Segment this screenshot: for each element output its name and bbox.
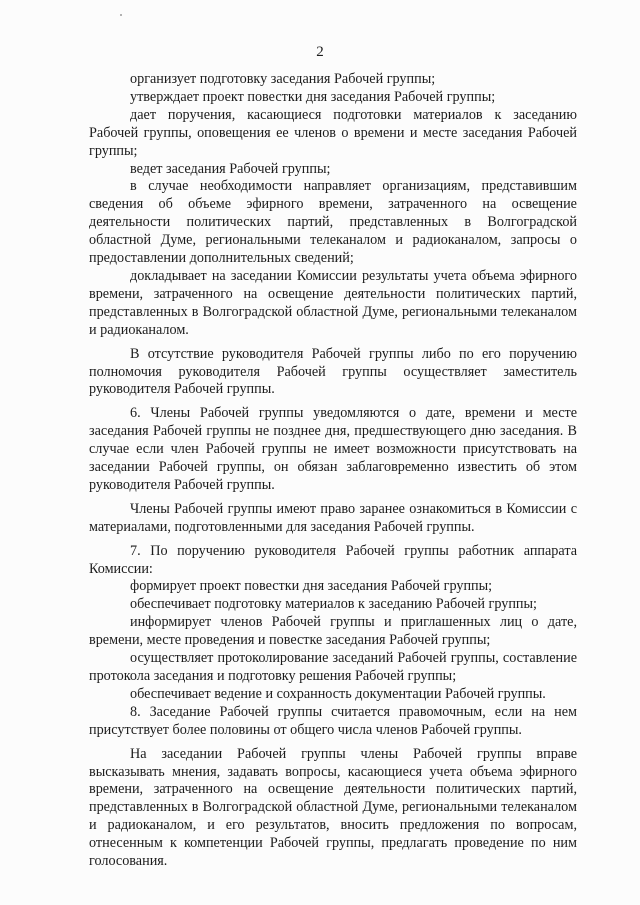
paragraph-item-7-staff: 7. По поручению руководителя Рабочей группы работник аппарата Комиссии: — [89, 542, 577, 577]
paragraph-sends-requests: в случае необходимости направляет организациям, представившим сведения об объеме эфирного времени, затраченного на освещение деятельности политических партий, представленных в Волгоградской областной Думе, региональными телеканалом и радиоканалом, запросы о предоставлении дополнительных сведений; — [89, 178, 577, 267]
scan-speck — [120, 14, 122, 16]
paragraph-reports-results: докладывает на заседании Комиссии результаты учета объема эфирного времени, затраченного на освещение деятельности политических партий, представленных в Волгоградской областной Думе, региональными телеканалом и радиоканалом. — [89, 267, 577, 338]
paragraph-maintains-documentation: обеспечивает ведение и сохранность документации Рабочей группы. — [130, 685, 546, 702]
document-body — [89, 71, 577, 871]
paragraph-prepares-materials: обеспечивает подготовку материалов к заседанию Рабочей группы; — [130, 596, 537, 613]
page-number: 2 — [316, 44, 324, 60]
paragraph-item-6-notification: 6. Члены Рабочей группы уведомляются о дате, времени и месте заседания Рабочей группы не позднее дня, предшествующего дню заседания. В случае если член Рабочей группы не имеет возможности присутствовать на заседании Рабочей группы, он обязан заблаговременно известить об этом руководителя Рабочей группы. — [89, 405, 577, 493]
paragraph-keeps-minutes: осуществляет протоколирование заседаний Рабочей группы, составление протокола заседания и подготовку решения Рабочей группы; — [89, 650, 577, 684]
paragraph-organizes-preparation: организует подготовку заседания Рабочей группы; — [130, 71, 436, 87]
paragraph-item-8-quorum: 8. Заседание Рабочей группы считается правомочным, если на нем присутствует более половины от общего числа членов Рабочей группы. — [89, 703, 577, 738]
paragraph-members-rights: На заседании Рабочей группы члены Рабочей группы вправе высказывать мнения, задавать вопросы, касающиеся учета объема эфирного времени, затраченного на освещение деятельности политических партий, представленных в Волгоградской областной Думе, региональными телеканалом и радиоканалом, и его результатов, вносить предложения по вопросам, отнесенным к компетенции Рабочей группы, предлагать проведение по ним голосования. — [89, 745, 577, 870]
paragraph-conducts-meetings: ведет заседания Рабочей группы; — [130, 160, 331, 177]
paragraph-members-review-materials: Члены Рабочей группы имеют право заранее ознакомиться в Комиссии с материалами, подготовленными для заседания Рабочей группы. — [89, 500, 577, 535]
paragraph-gives-instructions: дает поручения, касающиеся подготовки материалов к заседанию Рабочей группы, оповещения ее членов о времени и месте заседания Рабочей группы; — [89, 106, 577, 159]
paragraph-approves-agenda: утверждает проект повестки дня заседания Рабочей группы; — [130, 88, 496, 105]
paragraph-informs-members: информирует членов Рабочей группы и приглашенных лиц о дате, времени, месте проведения и повестке заседания Рабочей группы; — [89, 614, 577, 649]
paragraph-forms-agenda: формирует проект повестки дня заседания Рабочей группы; — [130, 578, 493, 595]
paragraph-deputy-authority: В отсутствие руководителя Рабочей группы либо по его поручению полномочия руководителя Рабочей группы осуществляет заместитель руководителя Рабочей группы. — [89, 345, 577, 398]
